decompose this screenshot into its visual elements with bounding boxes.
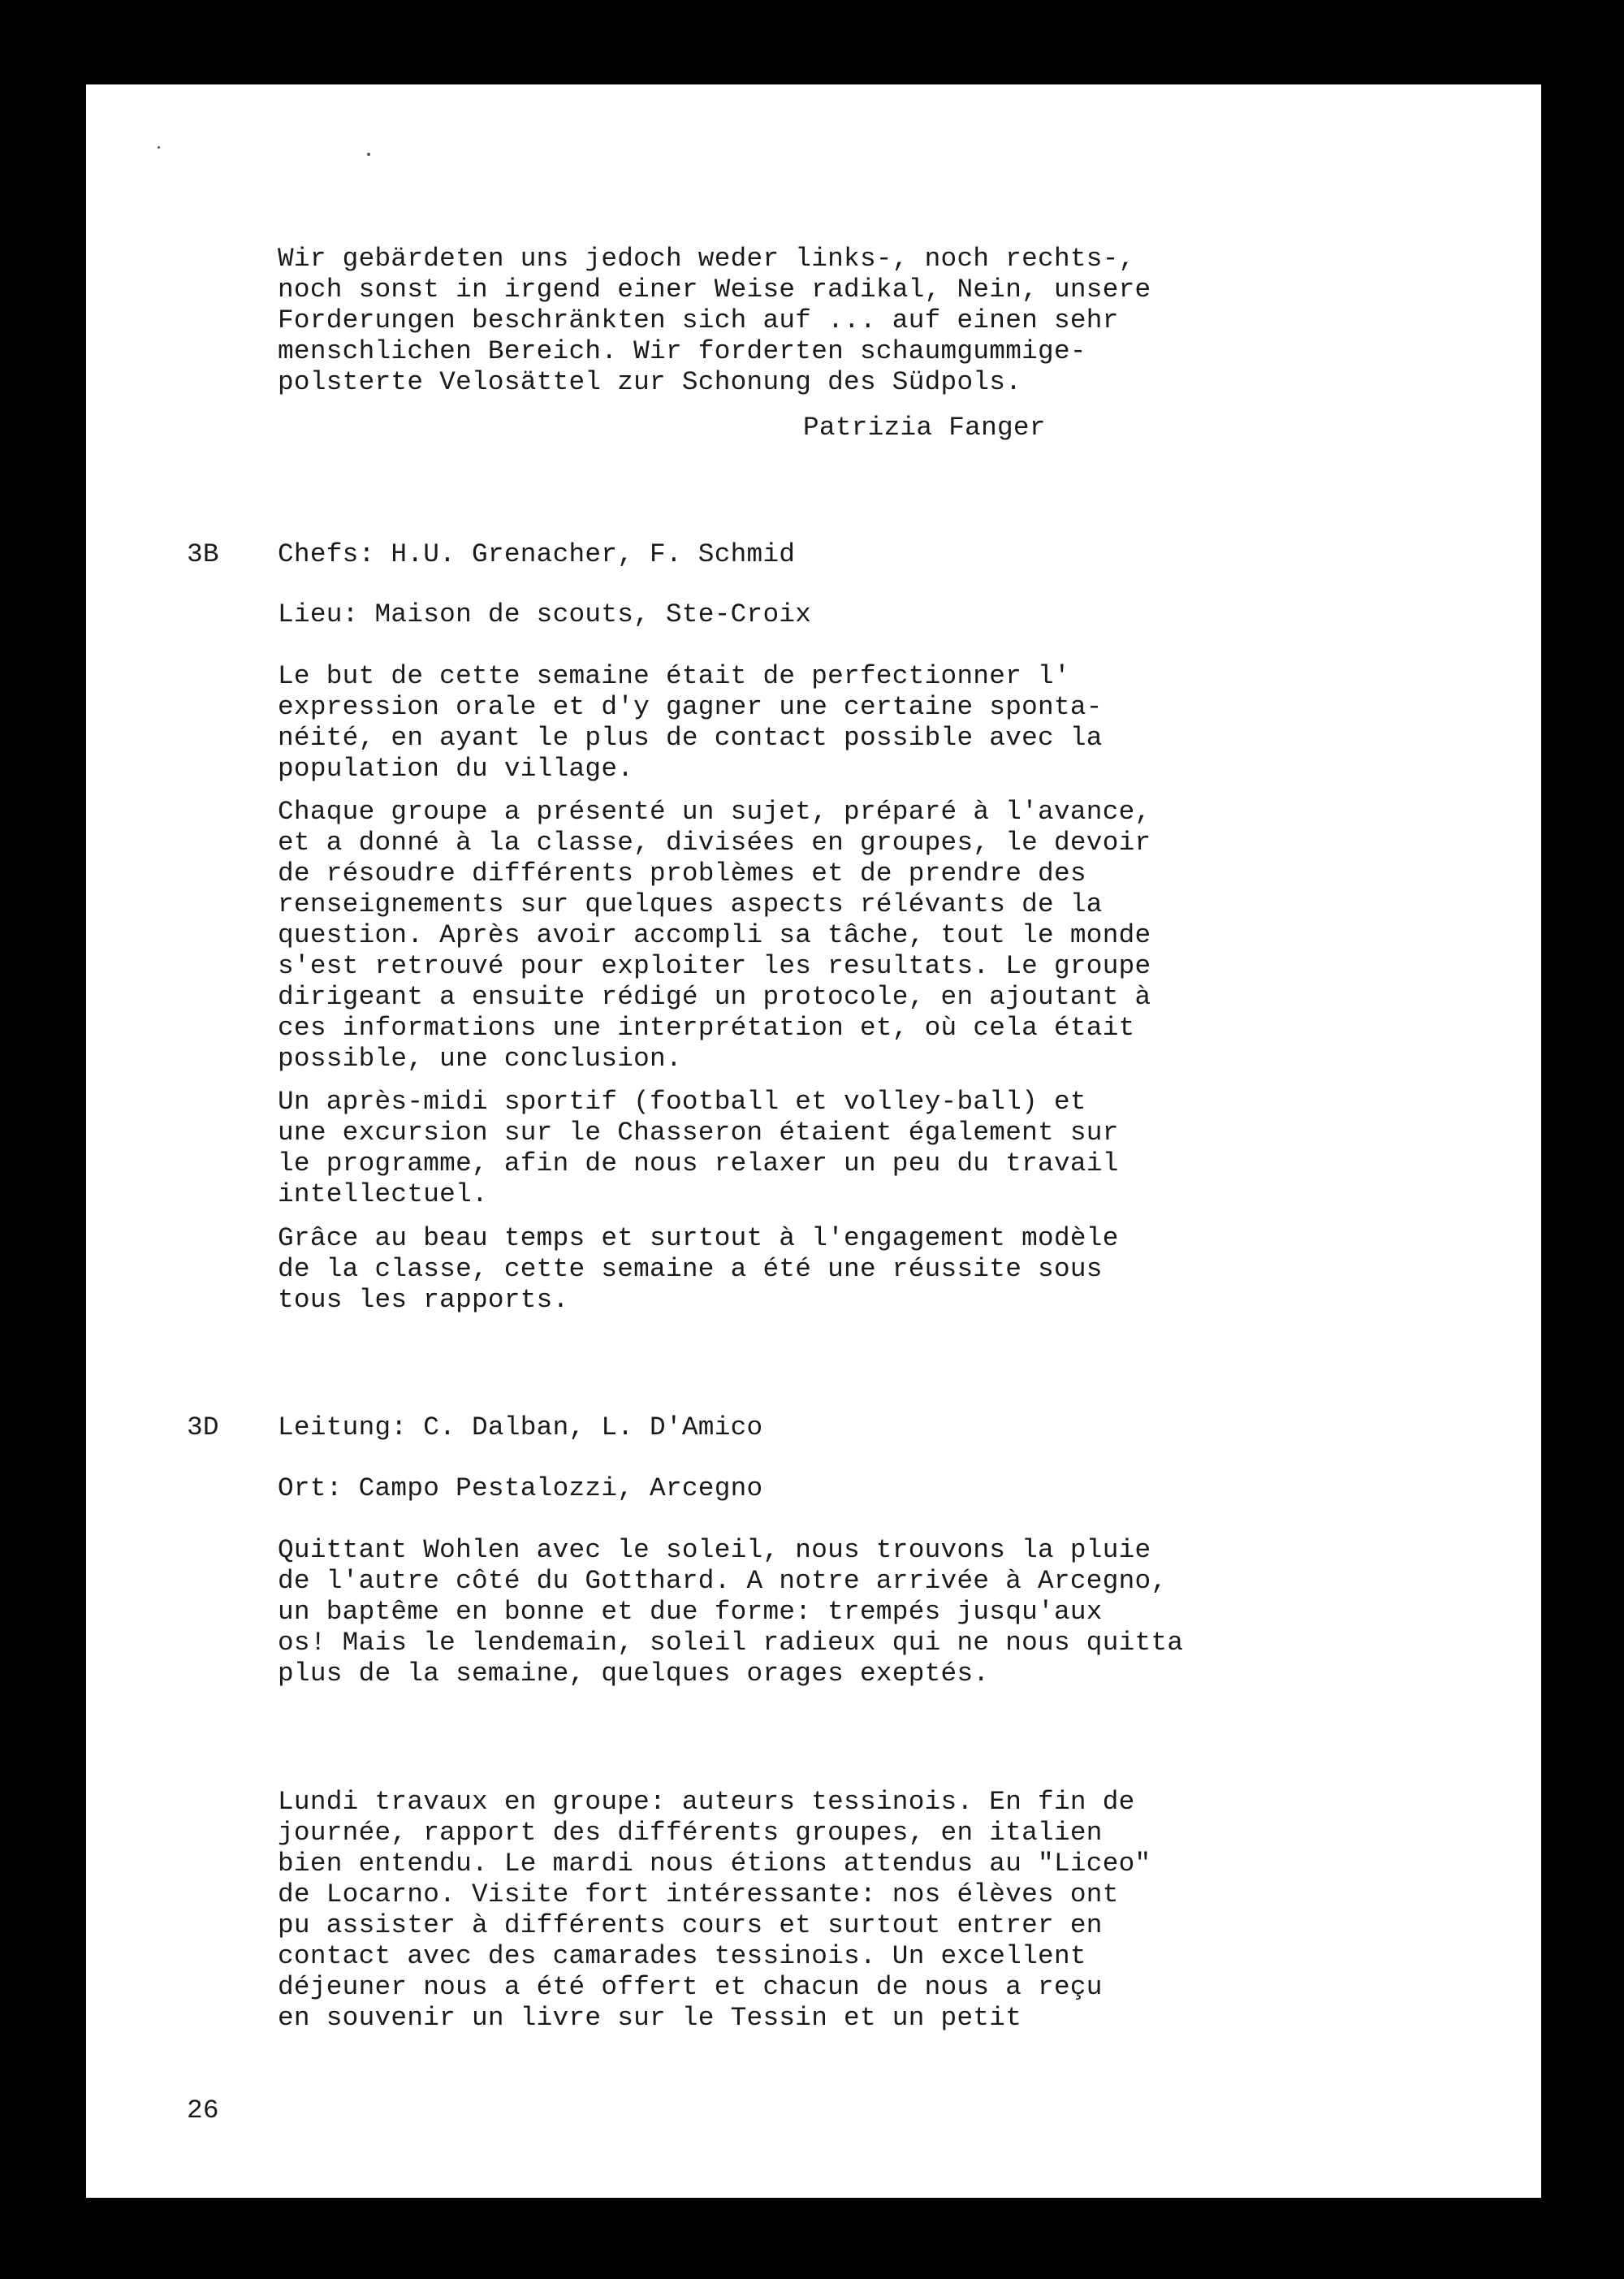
- text-line: menschlichen Bereich. Wir forderten schaumgummige-: [278, 336, 1086, 366]
- text-line: noch sonst in irgend einer Weise radikal, Nein, unsere: [278, 275, 1151, 305]
- text-line: déjeuner nous a été offert et chacun de nous a reçu: [278, 1972, 1103, 2002]
- text-line: une excursion sur le Chasseron étaient également sur: [278, 1118, 1119, 1148]
- text-line: Lundi travaux en groupe: auteurs tessinois. En fin de: [278, 1787, 1135, 1817]
- text-line: Grâce au beau temps et surtout à l'engagement modèle: [278, 1223, 1119, 1253]
- section-chefs: Chefs: H.U. Grenacher, F. Schmid: [278, 539, 796, 569]
- document-page: [86, 84, 1541, 2198]
- section-leitung: Leitung: C. Dalban, L. D'Amico: [278, 1412, 763, 1442]
- text-line: Le but de cette semaine était de perfectionner l': [278, 661, 1070, 691]
- section-location: Ort: Campo Pestalozzi, Arcegno: [278, 1473, 763, 1503]
- text-line: et a donné à la classe, divisées en groupes, le devoir: [278, 828, 1151, 858]
- text-line: pu assister à différents cours et surtout entrer en: [278, 1910, 1103, 1940]
- text-line: question. Après avoir accompli sa tâche, tout le monde: [278, 920, 1151, 950]
- author-signature: Patrizia Fanger: [803, 413, 1046, 443]
- text-line: de l'autre côté du Gotthard. A notre arrivée à Arcegno,: [278, 1566, 1168, 1596]
- text-line: dirigeant a ensuite rédigé un protocole, en ajoutant à: [278, 982, 1151, 1012]
- text-line: renseignements sur quelques aspects rélévants de la: [278, 889, 1103, 919]
- text-line: le programme, afin de nous relaxer un peu du travail: [278, 1148, 1119, 1178]
- text-line: bien entendu. Le mardi nous étions attendus au "Liceo": [278, 1849, 1151, 1879]
- text-line: expression orale et d'y gagner une certaine sponta-: [278, 692, 1103, 722]
- text-line: Un après-midi sportif (football et volley-ball) et: [278, 1087, 1086, 1117]
- text-line: polsterte Velosättel zur Schonung des Südpols.: [278, 367, 1022, 397]
- text-line: contact avec des camarades tessinois. Un excellent: [278, 1941, 1086, 1971]
- text-line: Chaque groupe a présenté un sujet, préparé à l'avance,: [278, 797, 1151, 827]
- text-line: Wir gebärdeten uns jedoch weder links-, noch rechts-,: [278, 244, 1135, 274]
- text-line: population du village.: [278, 754, 634, 784]
- text-line: de la classe, cette semaine a été une réussite sous: [278, 1254, 1103, 1284]
- text-line: en souvenir un livre sur le Tessin et un petit: [278, 2003, 1022, 2033]
- text-line: os! Mais le lendemain, soleil radieux qui ne nous quitta: [278, 1628, 1184, 1658]
- text-line: intellectuel.: [278, 1179, 488, 1209]
- section-label: 3B: [187, 539, 219, 569]
- text-line: plus de la semaine, quelques orages exeptés.: [278, 1658, 990, 1689]
- text-line: ces informations une interprétation et, où cela était: [278, 1013, 1135, 1043]
- text-line: journée, rapport des différents groupes, en italien: [278, 1818, 1103, 1848]
- text-line: tous les rapports.: [278, 1285, 569, 1315]
- text-line: s'est retrouvé pour exploiter les resultats. Le groupe: [278, 951, 1151, 981]
- section-location: Lieu: Maison de scouts, Ste-Croix: [278, 599, 812, 629]
- text-line: de résoudre différents problèmes et de prendre des: [278, 858, 1086, 889]
- scan-speck: [158, 146, 160, 149]
- text-line: néité, en ayant le plus de contact possible avec la: [278, 723, 1103, 753]
- text-line: possible, une conclusion.: [278, 1044, 682, 1074]
- page-number: 26: [187, 2095, 219, 2125]
- text-line: Forderungen beschränkten sich auf ... auf einen sehr: [278, 305, 1119, 335]
- scan-speck: [367, 153, 370, 156]
- text-line: Quittant Wohlen avec le soleil, nous trouvons la pluie: [278, 1535, 1151, 1565]
- section-label: 3D: [187, 1412, 219, 1442]
- text-line: de Locarno. Visite fort intéressante: nos élèves ont: [278, 1879, 1119, 1909]
- text-line: un baptême en bonne et due forme: trempés jusqu'aux: [278, 1597, 1103, 1627]
